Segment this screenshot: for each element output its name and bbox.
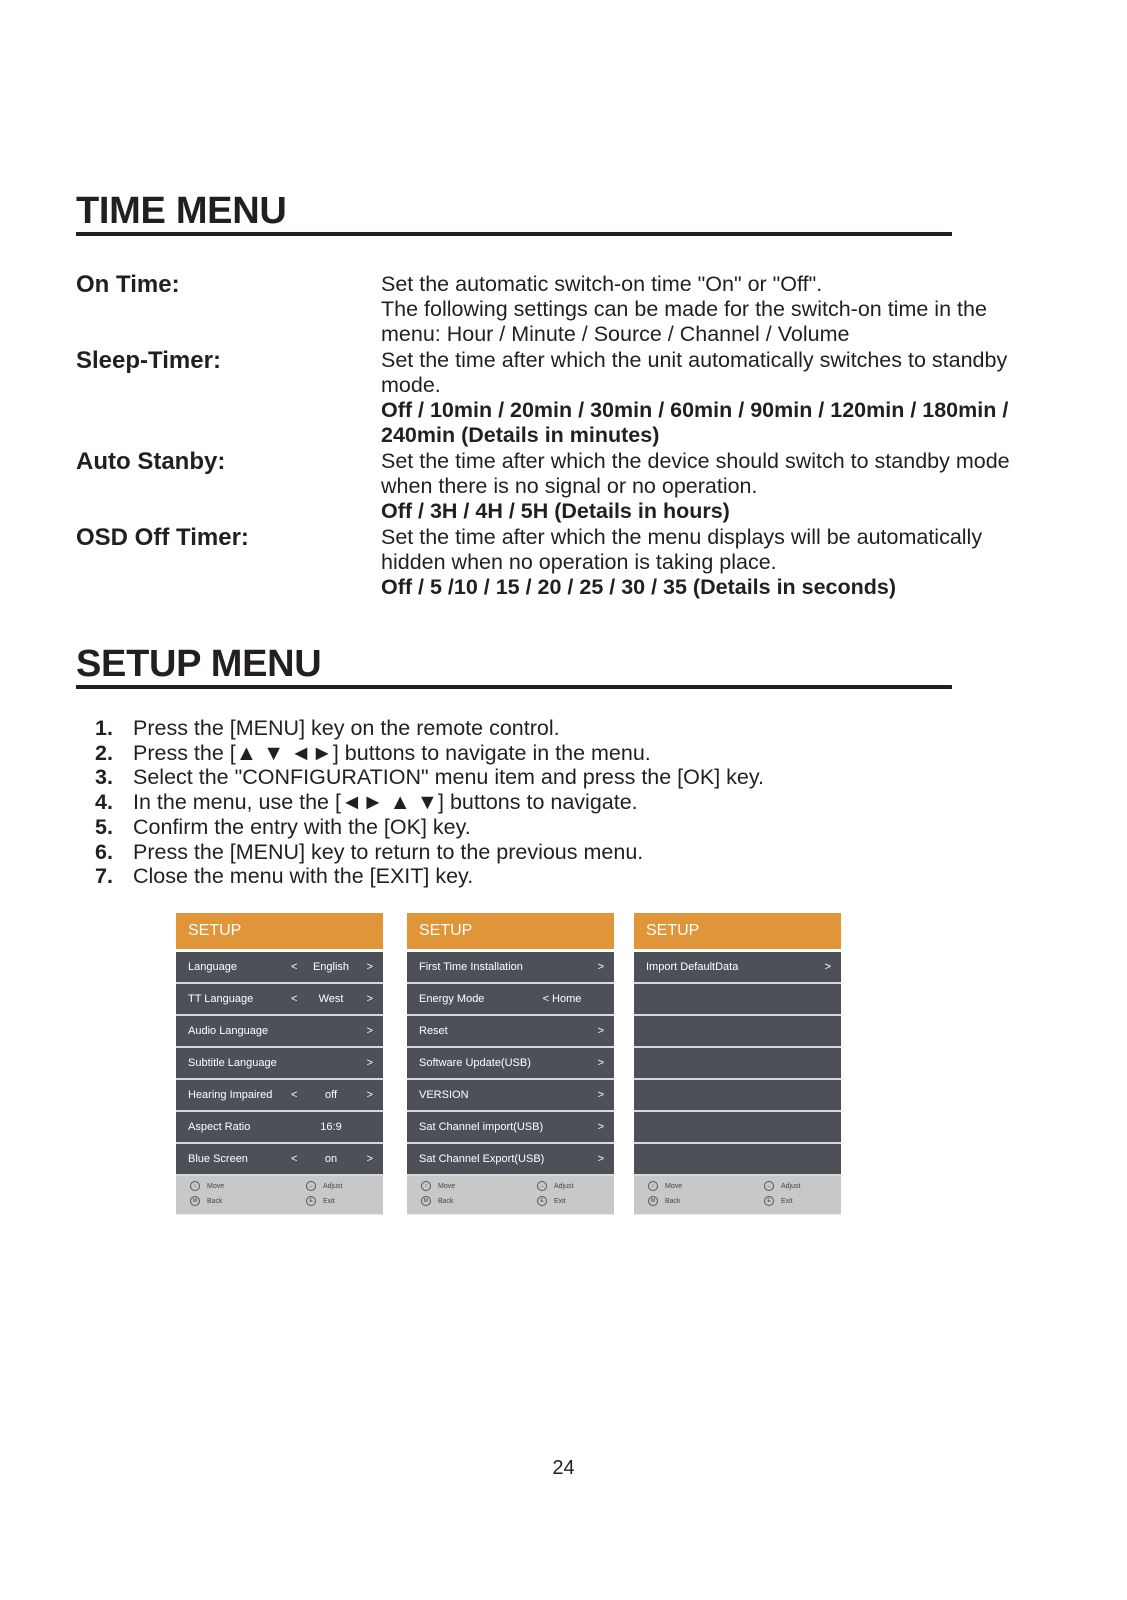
setup-steps-list bbox=[95, 716, 764, 889]
osd-row-label: Language bbox=[188, 961, 237, 973]
step-number: 3. bbox=[95, 765, 113, 790]
osd-row-value: on bbox=[324, 1153, 338, 1165]
updown-icon: ↕ bbox=[190, 1181, 200, 1191]
osd-footer-hint bbox=[537, 1196, 566, 1206]
osd-footer-hint bbox=[421, 1196, 454, 1206]
osd-footer-label: Back bbox=[665, 1197, 681, 1205]
list-item bbox=[95, 765, 764, 790]
step-number: 6. bbox=[95, 839, 113, 864]
osd-menu-row[interactable] bbox=[407, 1080, 614, 1112]
osd-footer-hint bbox=[306, 1181, 342, 1191]
definition-osd-off-timer bbox=[76, 525, 1036, 600]
osd-row-value: 16:9 bbox=[320, 1121, 342, 1133]
osd-footer-hint bbox=[190, 1181, 224, 1191]
desc-line: when there is no signal or no operation. bbox=[381, 474, 758, 498]
osd-footer bbox=[634, 1176, 841, 1214]
osd-right-arrow-icon: > bbox=[597, 1089, 604, 1101]
osd-menu-row[interactable] bbox=[634, 952, 841, 984]
definition-auto-standby bbox=[76, 449, 1036, 524]
osd-row-label: Blue Screen bbox=[188, 1153, 248, 1165]
osd-menu-row[interactable] bbox=[634, 1112, 841, 1144]
osd-row-label: VERSION bbox=[419, 1089, 469, 1101]
osd-footer-label: Exit bbox=[554, 1197, 566, 1205]
desc-line: Set the time after which the device should switch to standby mode bbox=[381, 449, 1010, 473]
time-menu-definitions bbox=[76, 272, 1036, 600]
osd-panel-title: SETUP bbox=[634, 913, 841, 949]
desc-line: The following settings can be made for the switch-on time in the bbox=[381, 297, 987, 321]
menu-icon: M bbox=[421, 1196, 431, 1206]
term-on-time: On Time: bbox=[76, 271, 180, 298]
osd-footer-label: Move bbox=[438, 1182, 456, 1190]
osd-footer-label: Exit bbox=[323, 1197, 335, 1205]
desc-line: mode. bbox=[381, 373, 441, 397]
osd-footer bbox=[176, 1176, 383, 1214]
osd-row-value: < Home bbox=[542, 993, 582, 1005]
desc-line: Set the time after which the menu displays will be automatically bbox=[381, 525, 983, 549]
desc-options: Off / 10min / 20min / 30min / 60min / 90min / 120min / 180min / bbox=[381, 398, 1009, 422]
osd-menu-row[interactable] bbox=[407, 1016, 614, 1048]
osd-right-arrow-icon: > bbox=[597, 1153, 604, 1165]
osd-panel-title: SETUP bbox=[176, 913, 383, 949]
list-item bbox=[95, 864, 764, 889]
step-number: 5. bbox=[95, 814, 113, 839]
step-text: Press the [MENU] key to return to the previous menu. bbox=[133, 839, 644, 864]
exit-icon: E bbox=[306, 1196, 316, 1206]
osd-right-arrow-icon: > bbox=[366, 1057, 373, 1069]
osd-row-label: Software Update(USB) bbox=[419, 1057, 531, 1069]
osd-left-arrow-icon: < bbox=[291, 993, 298, 1005]
osd-row-value: West bbox=[318, 993, 344, 1005]
list-item bbox=[95, 840, 764, 865]
osd-row-label: Sat Channel import(USB) bbox=[419, 1121, 544, 1133]
updown-icon: ↕ bbox=[421, 1181, 431, 1191]
osd-menu-row[interactable] bbox=[407, 1112, 614, 1144]
osd-setup-panel bbox=[634, 913, 841, 1215]
osd-menu-row[interactable] bbox=[176, 1016, 383, 1048]
desc-options: Off / 3H / 4H / 5H (Details in hours) bbox=[381, 499, 730, 523]
step-text: Press the [MENU] key on the remote control. bbox=[133, 716, 560, 740]
desc-options: 240min (Details in minutes) bbox=[381, 423, 660, 447]
term-auto-standby: Auto Stanby: bbox=[76, 448, 226, 475]
osd-footer-label: Adjust bbox=[323, 1182, 343, 1190]
osd-row-label: Import DefaultData bbox=[646, 961, 739, 973]
osd-left-arrow-icon: < bbox=[291, 961, 298, 973]
osd-row-label: Audio Language bbox=[188, 1025, 269, 1037]
osd-left-arrow-icon: < bbox=[291, 1089, 298, 1101]
step-text: Close the menu with the [EXIT] key. bbox=[133, 864, 474, 889]
osd-right-arrow-icon: > bbox=[597, 1121, 604, 1133]
desc-sleep-timer bbox=[381, 348, 1036, 448]
osd-footer-label: Move bbox=[665, 1182, 683, 1190]
osd-setup-panel bbox=[176, 913, 383, 1215]
osd-footer-hint bbox=[764, 1196, 793, 1206]
list-item bbox=[95, 716, 764, 741]
desc-line: Set the time after which the unit automatically switches to standby bbox=[381, 348, 1008, 372]
osd-footer-hint bbox=[306, 1196, 335, 1206]
page-number: 24 bbox=[552, 1457, 575, 1479]
exit-icon: E bbox=[537, 1196, 547, 1206]
osd-footer-hint bbox=[537, 1181, 573, 1191]
osd-row-label: Subtitle Language bbox=[188, 1057, 277, 1069]
osd-row-value: off bbox=[324, 1089, 338, 1101]
osd-menu-row[interactable] bbox=[634, 984, 841, 1016]
osd-right-arrow-icon: > bbox=[366, 1025, 373, 1037]
osd-right-arrow-icon: > bbox=[366, 1153, 373, 1165]
osd-right-arrow-icon: > bbox=[597, 961, 604, 973]
osd-footer-hint bbox=[190, 1196, 223, 1206]
exit-icon: E bbox=[764, 1196, 774, 1206]
osd-panel-title: SETUP bbox=[407, 913, 614, 949]
step-number: 2. bbox=[95, 740, 113, 765]
leftright-icon: ↔ bbox=[306, 1181, 316, 1191]
time-menu-heading: TIME MENU bbox=[76, 190, 952, 236]
osd-row-label: Sat Channel Export(USB) bbox=[419, 1153, 545, 1165]
osd-right-arrow-icon: > bbox=[366, 961, 373, 973]
osd-row-label: Reset bbox=[419, 1025, 448, 1037]
step-text: Select the "CONFIGURATION" menu item and press the [OK] key. bbox=[133, 765, 765, 790]
osd-menu-row[interactable] bbox=[176, 1144, 383, 1176]
step-number: 1. bbox=[95, 716, 113, 740]
osd-menu-row[interactable] bbox=[634, 1016, 841, 1048]
osd-footer-hint bbox=[421, 1181, 455, 1191]
osd-footer bbox=[407, 1176, 614, 1214]
desc-line: menu: Hour / Minute / Source / Channel / Volume bbox=[381, 322, 850, 346]
setup-menu-heading: SETUP MENU bbox=[76, 643, 952, 689]
step-number: 4. bbox=[95, 790, 113, 815]
desc-line: hidden when no operation is taking place. bbox=[381, 550, 777, 574]
osd-menu-row[interactable] bbox=[634, 1080, 841, 1112]
osd-row-label: Energy Mode bbox=[419, 993, 485, 1005]
osd-footer-hint bbox=[648, 1181, 682, 1191]
leftright-icon: ↔ bbox=[764, 1181, 774, 1191]
osd-footer-label: Back bbox=[438, 1197, 454, 1205]
osd-menu-row[interactable] bbox=[407, 984, 614, 1016]
osd-left-arrow-icon: < bbox=[291, 1153, 298, 1165]
step-number: 7. bbox=[95, 864, 113, 889]
osd-menu-row[interactable] bbox=[176, 984, 383, 1016]
osd-right-arrow-icon: > bbox=[366, 993, 373, 1005]
osd-footer-label: Adjust bbox=[554, 1182, 574, 1190]
osd-footer-label: Adjust bbox=[781, 1182, 801, 1190]
osd-menu-row[interactable] bbox=[176, 952, 383, 984]
osd-row-label: Hearing Impaired bbox=[188, 1089, 273, 1101]
list-item bbox=[95, 815, 764, 840]
desc-on-time bbox=[381, 272, 1036, 347]
osd-menu-row[interactable] bbox=[407, 1144, 614, 1176]
list-item bbox=[95, 790, 764, 815]
desc-osd-off-timer bbox=[381, 525, 1036, 600]
osd-row-label: TT Language bbox=[188, 993, 254, 1005]
osd-right-arrow-icon: > bbox=[366, 1089, 373, 1101]
desc-line: Set the automatic switch-on time "On" or "Off". bbox=[381, 272, 823, 296]
osd-footer-hint bbox=[648, 1196, 681, 1206]
osd-row-label: Aspect Ratio bbox=[188, 1121, 251, 1133]
osd-menu-row[interactable] bbox=[176, 1080, 383, 1112]
definition-sleep-timer bbox=[76, 348, 1036, 448]
desc-auto-standby bbox=[381, 449, 1036, 524]
osd-menu-row[interactable] bbox=[407, 952, 614, 984]
osd-right-arrow-icon: > bbox=[597, 1057, 604, 1069]
list-item bbox=[95, 741, 764, 766]
updown-icon: ↕ bbox=[648, 1181, 658, 1191]
osd-row-value: English bbox=[312, 961, 350, 973]
osd-menu-row[interactable] bbox=[634, 1048, 841, 1080]
step-text: Press the [▲ ▼ ◄►] buttons to navigate in the menu. bbox=[133, 740, 651, 765]
definition-on-time bbox=[76, 272, 1036, 347]
osd-menu-row[interactable] bbox=[407, 1048, 614, 1080]
osd-menu-row[interactable] bbox=[634, 1144, 841, 1176]
menu-icon: M bbox=[190, 1196, 200, 1206]
osd-right-arrow-icon: > bbox=[824, 961, 831, 973]
osd-setup-panel bbox=[407, 913, 614, 1215]
term-osd-off-timer: OSD Off Timer: bbox=[76, 524, 249, 551]
step-text: In the menu, use the [◄► ▲ ▼] buttons to navigate. bbox=[133, 790, 638, 815]
osd-menu-row[interactable] bbox=[176, 1048, 383, 1080]
osd-footer-label: Back bbox=[207, 1197, 223, 1205]
menu-icon: M bbox=[648, 1196, 658, 1206]
osd-menu-row[interactable] bbox=[176, 1112, 383, 1144]
osd-right-arrow-icon: > bbox=[597, 1025, 604, 1037]
step-text: Confirm the entry with the [OK] key. bbox=[133, 814, 471, 839]
osd-footer-label: Exit bbox=[781, 1197, 793, 1205]
leftright-icon: ↔ bbox=[537, 1181, 547, 1191]
osd-footer-hint bbox=[764, 1181, 800, 1191]
osd-row-label: First Time Installation bbox=[419, 961, 523, 973]
term-sleep-timer: Sleep-Timer: bbox=[76, 347, 221, 374]
desc-options: Off / 5 /10 / 15 / 20 / 25 / 30 / 35 (Details in seconds) bbox=[381, 575, 897, 599]
osd-footer-label: Move bbox=[207, 1182, 225, 1190]
